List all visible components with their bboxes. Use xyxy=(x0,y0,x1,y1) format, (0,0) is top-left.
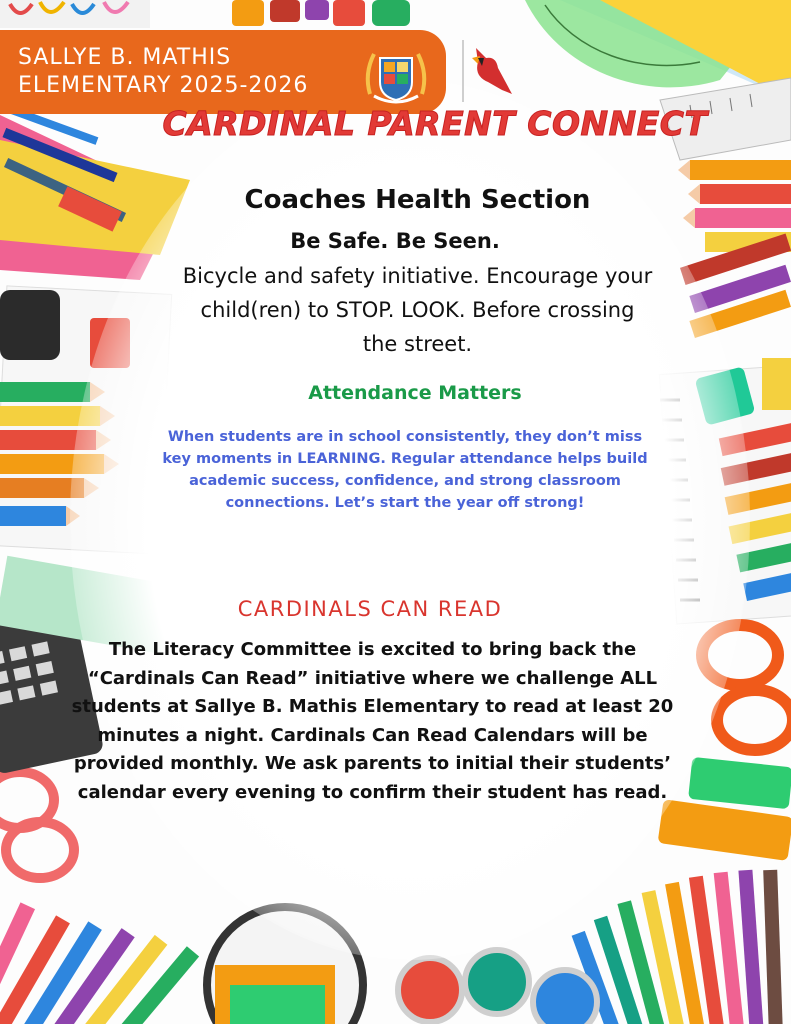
reading-section-title: CARDINALS CAN READ xyxy=(237,597,503,621)
paper-clips-icon xyxy=(0,0,150,28)
cardinal-bird-icon xyxy=(468,44,514,100)
health-section-subtitle: Be Safe. Be Seen. xyxy=(290,229,500,253)
bottom-left-pencils xyxy=(0,902,199,1024)
attendance-section-title: Attendance Matters xyxy=(308,382,522,404)
school-name-line2: ELEMENTARY 2025-2026 xyxy=(18,73,309,98)
health-section-body: Bicycle and safety initiative. Encourage your child(ren) to STOP. LOOK. Before crossing the street. xyxy=(182,264,653,356)
attendance-section-body: When students are in school consistently, they don’t miss key moments in LEARNING. Regular attendance helps build academic success, confidence, and strong classroom connections. Let’s start the year off strong! xyxy=(162,429,648,511)
reading-section-body: The Literacy Committee is excited to bring back the “Cardinals Can Read” initiative where we challenge ALL students at Sallye B. Mathis Elementary to read at least 20 minutes a night. Cardinals Can Read Calendars will be provided monthly. We ask parents to initial their students’ calendar every evening to confirm their student has read. xyxy=(71,639,674,803)
scissors-left-icon xyxy=(0,772,74,878)
school-name-line1: SALLYE B. MATHIS xyxy=(18,45,232,70)
newsletter-title: CARDINAL PARENT CONNECT xyxy=(162,104,708,143)
paint-pots-icon xyxy=(398,950,597,1024)
markers-icon xyxy=(232,0,410,26)
school-crest-icon xyxy=(360,44,432,108)
health-section-title: Coaches Health Section xyxy=(244,185,591,215)
school-name xyxy=(18,44,348,100)
colored-pencils-fan xyxy=(572,870,783,1024)
header-divider xyxy=(462,40,464,102)
